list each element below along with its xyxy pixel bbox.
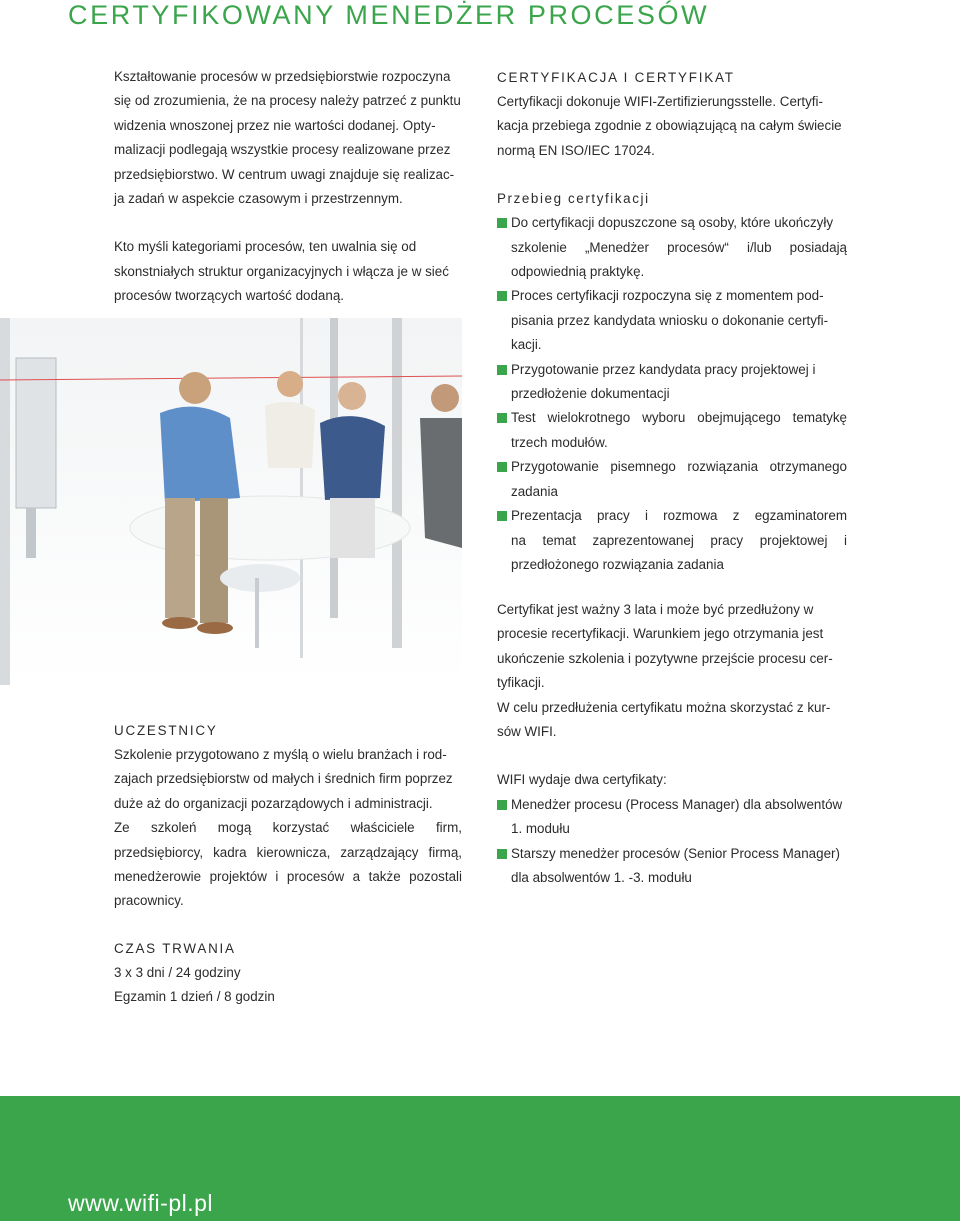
text-line: się od zrozumienia, że na procesy należy patrzeć z punktu	[114, 93, 461, 109]
duration-section	[114, 937, 462, 1010]
text-line: przedsiębiorcy, kadra kierownicza, zarządzający firmą,	[114, 844, 462, 860]
list-item: Przygotowanie przez kandydata pracy projektowej i przedłożenie dokumentacji	[497, 358, 847, 407]
duration-heading: CZAS TRWANIA	[114, 941, 236, 956]
list-item: Menedżer procesu (Process Manager) dla absolwentów 1. modułu	[497, 793, 847, 842]
text-line: Kto myśli kategoriami procesów, ten uwalnia się od	[114, 239, 417, 255]
bullet-square-icon	[497, 365, 507, 375]
text-line: malizacji podlegają wszystkie procesy realizowane przez	[114, 142, 451, 158]
two-certs-heading: WIFI wydaje dwa certyfikaty:	[497, 772, 667, 788]
text-line: procesie recertyfikacji. Warunkiem jego otrzymania jest	[497, 626, 824, 642]
duration-text	[114, 961, 462, 1010]
bullet-square-icon	[497, 849, 507, 859]
validity-section	[497, 598, 847, 890]
list-item: Test wielokrotnego wyboru obejmującego tematykę trzech modułów.	[497, 406, 847, 455]
intro-section	[114, 65, 462, 309]
text-line: widzenia wnoszonej przez nie wartości dodanej. Opty-	[114, 117, 436, 133]
text-line: Egzamin 1 dzień / 8 godzin	[114, 989, 275, 1005]
team-meeting-photo	[0, 318, 462, 685]
text-line: W celu przedłużenia certyfikatu można skorzystać z kur-	[497, 699, 831, 715]
text-line: Kształtowanie procesów w przedsiębiorstwie rozpoczyna	[114, 69, 451, 84]
bullet-square-icon	[497, 800, 507, 810]
list-item: Starszy menedżer procesów (Senior Process Manager) dla absolwentów 1. -3. modułu	[497, 842, 847, 891]
participants-text	[114, 743, 462, 914]
list-item: Prezentacja pracy i rozmowa z egzaminatorem na temat zaprezentowanej pracy projektowej i przedłożonego rozwiązania zadania	[497, 504, 847, 577]
list-item: Proces certyfikacji rozpoczyna się z momentem pod- pisania przez kandydata wniosku o dokonanie certyfi- kacji.	[497, 284, 847, 357]
website-link[interactable]: www.wifi-pl.pl	[68, 1190, 214, 1216]
validity-text	[497, 598, 847, 744]
text-line: normą EN ISO/IEC 17024.	[497, 142, 655, 158]
certification-steps-list	[497, 211, 847, 577]
text-line: menedżerowie projektów i procesów a także pozostali	[114, 869, 462, 885]
text-line: Szkolenie przygotowano z myślą o wielu branżach i rod-	[114, 747, 447, 762]
text-line: zajach przedsiębiorstw od małych i średnich firm poprzez	[114, 771, 453, 787]
bullet-square-icon	[497, 462, 507, 472]
text-line: pracownicy.	[114, 893, 184, 909]
bullet-square-icon	[497, 291, 507, 301]
bullet-square-icon	[497, 413, 507, 423]
intro-paragraph-1	[114, 65, 462, 211]
text-line: Ze szkoleń mogą korzystać właściciele firm,	[114, 820, 462, 836]
list-item: Przygotowanie pisemnego rozwiązania otrzymanego zadania	[497, 455, 847, 504]
text-line: Certyfikacji dokonuje WIFI-Zertifizierungsstelle. Certyfi-	[497, 94, 823, 109]
text-line: tyfikacji.	[497, 675, 545, 691]
text-line: procesów tworzących wartość dodaną.	[114, 288, 344, 304]
bullet-square-icon	[497, 218, 507, 228]
participants-section	[114, 719, 462, 914]
text-line: skonstniałych struktur organizacyjnych i włącza je w sieć	[114, 263, 449, 279]
text-line: ja zadań w aspekcie czasowym i przestrzennym.	[114, 191, 403, 207]
text-line: ukończenie szkolenia i pozytywne przejście procesu cer-	[497, 650, 833, 666]
text-line: duże aż do organizacji pozarządowych i administracji.	[114, 795, 433, 811]
text-line: 3 x 3 dni / 24 godziny	[114, 965, 241, 980]
intro-paragraph-2	[114, 235, 462, 308]
certification-heading: CERTYFIKACJA I CERTYFIKAT	[497, 70, 735, 85]
text-line: przedsiębiorstwo. W centrum uwagi znajduje się realizac-	[114, 166, 455, 182]
certification-text	[497, 90, 847, 163]
certs-list	[497, 793, 847, 891]
text-line: Certyfikat jest ważny 3 lata i może być przedłużony w	[497, 602, 814, 617]
text-line: kacja przebiega zgodnie z obowiązującą na całym świecie	[497, 118, 842, 134]
certification-section	[497, 66, 847, 577]
process-heading: Przebieg certyfikacji	[497, 191, 650, 207]
list-item: Do certyfikacji dopuszczone są osoby, które ukończyły szkolenie „Menedżer procesów“ i/lub posiadają odpowiednią praktykę.	[497, 211, 847, 284]
bullet-square-icon	[497, 511, 507, 521]
text-line: sów WIFI.	[497, 724, 557, 740]
page-title: CERTYFIKOWANY MENEDŻER PROCESÓW	[68, 0, 710, 30]
participants-heading: UCZESTNICY	[114, 723, 218, 738]
